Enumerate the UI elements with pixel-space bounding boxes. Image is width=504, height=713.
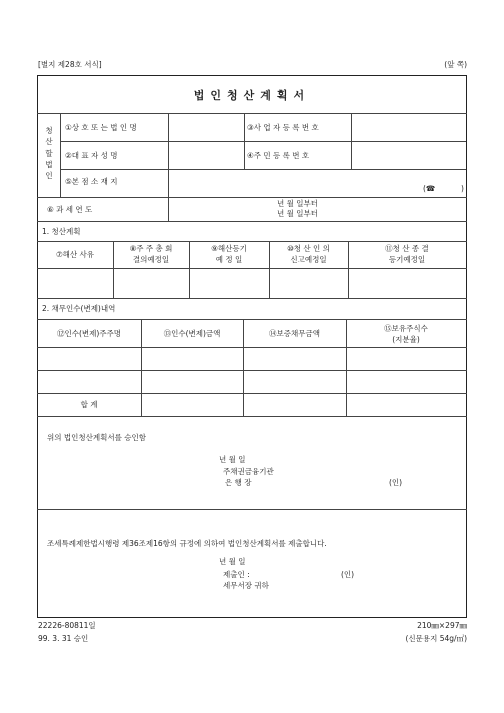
rule-approval [37,509,467,510]
corp-name-label: ①상 호 또 는 법 인 명 [65,123,137,132]
rule-debt-total [37,416,467,417]
representative-label: ②대 표 자 성 명 [65,151,118,160]
corp-vertical-label: 청산할법인 [45,126,53,180]
rule-plan-head [37,268,467,269]
plan-section-title: 1. 청산계획 [42,227,81,236]
rule-corp-3 [37,197,467,198]
submission-statement: 조세특례제한법시행령 제36조제16항의 규정에 의하여 법인청산계획서를 제출합니다. [47,539,327,548]
rule-tax-year [37,221,467,222]
phone-label: (☎ [423,184,436,193]
rule-debt-row2 [37,393,467,394]
plan-col-dissolution-reg-l2: 예 정 일 [215,255,243,264]
form-title: 법인청산계획서 [193,89,311,102]
paper-size: 210㎜×297㎜ [417,621,467,630]
plan-col-dissolution-reg-l1: ⑨해산등기 [211,244,247,253]
plan-col-liquidator-l1: ⑩청 산 인 의 [287,244,330,253]
approval-org-line1: 주채권금융기관 [223,467,274,476]
debt-total-label: 합 계 [80,400,98,409]
biz-reg-no-label: ③사 업 자 등 록 번 호 [247,123,319,132]
rule-corp-1 [60,141,466,142]
rule-title [37,113,467,114]
approval-org-line2: 은 행 장 [225,478,252,487]
plan-col-closure-l1: ⑪청 산 종 결 [385,244,429,253]
paper-type: (신문용지 54g/㎡) [405,634,467,643]
frame-left [37,75,38,617]
rule-v-corp-c [351,113,352,169]
plan-col-dissolution-reason: ⑦해산 사유 [55,250,95,259]
plan-col-liquidator-l2: 신고예정일 [290,255,327,264]
approval-date-note: 99. 3. 31 승인 [38,634,89,643]
rule-v-tax-year [168,197,169,221]
submission-seal: (인) [341,570,355,579]
frame-right [466,75,467,617]
debt-col-shareholder: ⑫인수(변제)주주명 [56,329,122,338]
addressee: 세무서장 귀하 [223,581,269,590]
rule-v-corp-b [244,113,245,169]
rule-debt-head [37,347,467,348]
rule-plan-top [37,241,467,242]
approval-statement: 위의 법인청산계획서를 승인함 [47,433,146,442]
form-number: [별지 제28호 서식] [38,60,102,69]
rule-debt-top [37,319,467,320]
debt-col-shares-l2: (지분율) [392,335,420,344]
rule-v-corp-label [60,113,61,197]
approval-date: 년 월 일 [219,455,246,464]
plan-col-closure-l2: 등기예정일 [388,255,426,264]
plan-col-meeting-l2: 결의예정일 [132,255,170,264]
plan-col-meeting-l1: ⑧주 주 총 회 [129,244,173,253]
rule-corp-2 [60,169,466,170]
rule-v-debt-3 [346,319,347,416]
resident-no-label: ④주 민 등 록 번 호 [247,151,310,160]
rule-debt-row1 [37,370,467,371]
form-code: 22226-80811일 [38,621,96,630]
tax-year-label: ⑥ 과 세 연 도 [47,205,93,214]
head-office-label: ⑤본 점 소 재 지 [65,177,118,186]
tax-year-to: 년 월 일부터 [277,209,318,218]
submitter-label: 제출인 : [223,570,250,579]
rule-plan-bottom [37,298,467,299]
tax-year-from: 년 월 일부터 [277,199,318,208]
debt-col-guarantee: ⑭보증채무금액 [269,329,320,338]
phone-close: ) [461,184,464,193]
submission-date: 년 월 일 [219,557,246,566]
approval-seal: (인) [389,478,403,487]
debt-section-title: 2. 채무인수(변제)내역 [42,304,116,313]
debt-col-shares-l1: ⑮보유주식수 [384,324,428,333]
page-side: (앞 쪽) [444,60,467,69]
debt-col-amount: ⑬인수(변제)금액 [163,329,221,338]
rule-v-corp-a [168,113,169,197]
frame-bottom [37,617,467,618]
frame-top [37,75,467,76]
